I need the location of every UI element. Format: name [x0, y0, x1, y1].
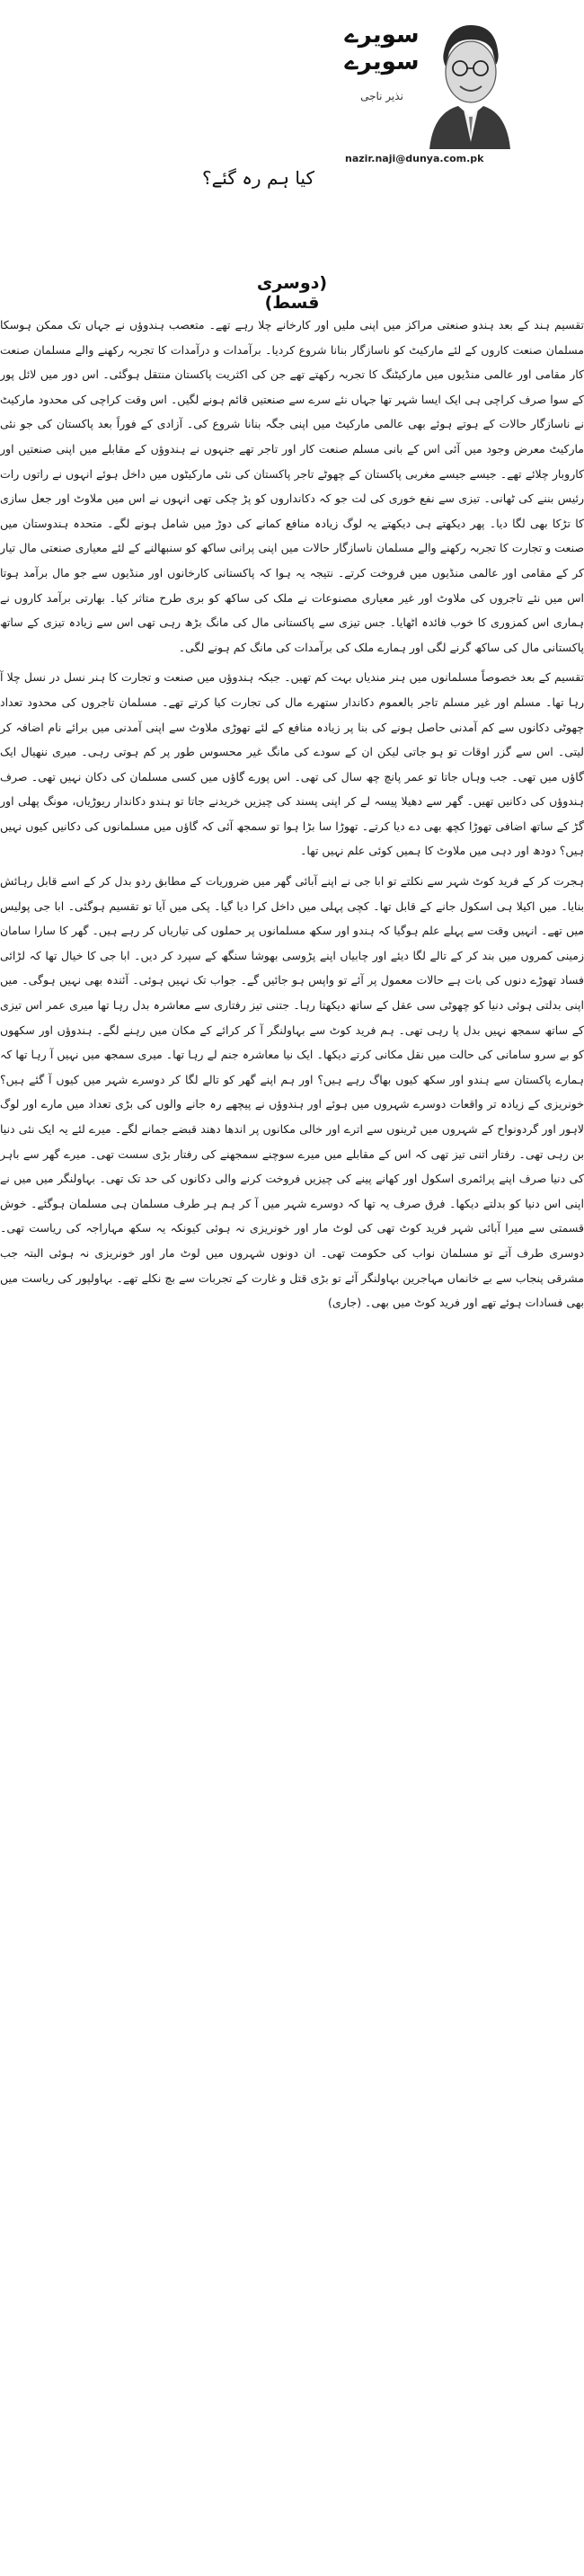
author-email: nazir.naji@dunya.com.pk [345, 153, 484, 164]
paragraph-1: تقسیم ہند کے بعد ہندو صنعتی مراکز میں اپنی ملیں اور کارخانے چلا رہے تھے۔ متعصب ہندوؤں نے جہاں تک ممکن ہوسکا مسلمان صنعت کاروں کے لئے مارکیٹ کو ناسازگار بنانا شروع کردیا۔ برآمدات و درآمدات کا تجربہ رکھنے والے مسلمان صنعت کار مقامی اور عالمی منڈیوں میں مارکیٹنگ کا تجربہ رکھتے تھے جن کی اکثریت پاکستان منتقل ہوگئی۔ اس دور میں لائل پور کے سوا صرف کراچی ہی ایک ایسا شہر تھا جہاں نئے سرے سے صنعتیں قائم ہونے لگیں۔ اس وقت کراچی کی محدود مارکیٹ نے ناسازگار حالات کے ہوتے ہوئے بھی عالمی مارکیٹ میں اپنی جگہ بنانا شروع کی۔ آزادی کے فوراً بعد پاکستان کی جو نئی مارکیٹ معرض وجود میں آئی اس کے بانی مسلم صنعت کار اور تاجر تھے جنہوں نے ہندوؤں کے مقابلے میں اپنی صنعتیں اور کاروبار چلائے تھے۔ جیسے جیسے مغربی پاکستان کے چھوٹے تاجر پاکستان کی نئی مارکیٹوں میں داخل ہوئے انہوں نے راتوں رات رئیس بننے کی ٹھانی۔ تیزی سے نفع خوری کی لت جو کہ دکانداروں کو پڑ چکی تھی انہوں نے اس میں ملاوٹ اور جعل سازی کا تڑکا بھی لگا دیا۔ پھر دیکھتے ہی دیکھتے یہ لوگ زیادہ منافع کمانے کی دوڑ میں شامل ہونے لگے۔ متحدہ ہندوستان میں صنعت و تجارت کا تجربہ رکھنے والے مسلمان ناسازگار حالات میں اپنی پرانی ساکھ کو سنبھالنے کے لئے معیاری صنعتی مال تیار کر کے مقامی اور عالمی منڈیوں میں فروخت کرتے۔ نتیجہ یہ ہوا کہ پاکستانی کارخانوں اور منڈیوں سے جو مال برآمد ہوتا اس میں نئے تاجروں کی ملاوٹ اور غیر معیاری مصنوعات نے ملک کی ساکھ کو بری طرح متاثر کیا۔ بھارتی برآمد کاروں نے ہماری اس کمزوری کا خوب فائدہ اٹھایا۔ جس تیزی سے پاکستانی مال کی مانگ بڑھ رہی تھی اس سے زیادہ تیزی کے ساتھ پاکستانی مال کی ساکھ گرنے لگی اور ہمارے ملک کی برآمدات کی مانگ کم ہونے لگی۔ [0, 318, 584, 654]
column-brand-logo [340, 22, 424, 75]
author-name: نذیر ناجی [360, 90, 403, 102]
author-portrait-icon [424, 16, 512, 149]
brand-line-1: سویرے [344, 22, 420, 49]
column-title: کیا ہم رہ گئے؟ [201, 167, 314, 189]
paragraph-3: ہجرت کر کے فرید کوٹ شہر سے نکلتے تو ابا جی نے اپنے آبائی گھر میں ضروریات کے مطابق ردو بدل کر کے اسے قابل رہائش بنایا۔ میں اکیلا ہی اسکول جانے کے قابل تھا۔ کچی پہلی میں داخل کرا دیا گیا۔ پکی میں آیا تو تقسیم ہوگئی۔ ابا جی پولیس میں تھے۔ انہیں وقت سے پہلے علم ہوگیا کہ ہندو اور سکھ مسلمانوں پر حملوں کی تیاریاں کر رہے ہیں۔ گھر کا سارا سامان زمینی کمروں میں بند کر کے تالے لگا دیئے اور چابیاں اپنے پڑوسی بھوشا سنگھ کے سپرد کر دیں۔ ابا جی کا خیال تھا کہ لڑائی فساد تھوڑے دنوں کی بات ہے حالات معمول پر آئے تو واپس ہو جائیں گے۔ جواب تک نہیں ہوئی۔ آئندہ بھی نہیں ہوگی۔ میں اپنی بدلتی ہوئی دنیا کو چھوٹی سی عقل کے ساتھ دیکھتا رہا۔ جتنی تیز رفتاری سے معاشرہ بدل رہا تھا میری عمر اس تیزی کے ساتھ سمجھ نہیں بدل پا رہی تھی۔ ہم فرید کوٹ سے بہاولنگر آ کر کرائے کے مکان میں رہنے لگے۔ ہندوؤں اور سکھوں کو بے سرو سامانی کی حالت میں نقل مکانی کرتے دیکھا۔ ایک نیا معاشرہ جنم لے رہا تھا۔ میری سمجھ میں نہیں آ رہا تھا کہ ہمارے پاکستان سے ہندو اور سکھ کیوں بھاگ رہے ہیں؟ اور ہم اپنے گھر کو تالے لگا کر دوسرے شہر میں کیوں آ گئے ہیں؟ خونریزی کے زیادہ تر واقعات دوسرے شہروں میں ہوئے اور ہندوؤں نے پیچھے رہ جانے والوں کی بڑی تعداد میں مارے اور لوگ لاہور اور گردونواح کے شہروں میں ٹرینوں سے اترے اور خالی مکانوں پر اندھا دھند قبضے جمانے لگے۔ میرے لئے یہ ایک نئی دنیا بن رہی تھی۔ رفتار اتنی تیز تھی کہ اس کے مقابلے میں میرے سوچنے سمجھنے کی رفتار بڑی سست تھی۔ میرے گھر سے باہر کی دنیا صرف اپنے پرائمری اسکول اور کھانے پینے کی چیزیں فروخت کرنے والی دکانوں کی حد تک تھی۔ بہاولنگر میں میں نے اپنی اس دنیا کو بدلتے دیکھا۔ فرق صرف یہ تھا کہ دوسرے شہر میں آ کر ہم ہر طرف مسلمان ہی مسلمان ہوگئے۔ خوش قسمتی سے میرا آبائی شہر فرید کوٹ تھی کی لوٹ مار اور خونریزی نہ ہوئی کیونکہ یہ سکھ مہاراجہ کی ریاست تھی۔ دوسری طرف آتے تو مسلمان نواب کی حکومت تھی۔ ان دونوں شہروں میں لوٹ مار اور خونریزی نہ ہوئی البتہ جب مشرقی پنجاب سے بے خانماں مہاجرین بہاولنگر آئے تو بڑی قتل و غارت کے تجربات سے بچ نکلے تھے۔ بہاولپور کی ریاست میں بھی فسادات ہوئے تھے اور فرید کوٹ میں بھی۔ (جاری) [0, 874, 584, 1310]
installment-label: (دوسری قسط) [256, 273, 328, 313]
article-body [0, 313, 584, 1321]
columnist-banner [334, 16, 512, 149]
brand-line-2: سویرے [344, 49, 420, 75]
column-header [0, 0, 584, 216]
paragraph-2: تقسیم کے بعد خصوصاً مسلمانوں میں ہنر مندیاں بہت کم تھیں۔ جبکہ ہندوؤں میں صنعت و تجارت کا ہنر نسل در نسل چلا آ رہا تھا۔ مسلم اور غیر مسلم تاجر بالعموم دکاندار ستھرے مال کی تجارت کیا کرتے تھے۔ مسلمان تاجروں کی محدود تعداد چھوٹی دکانوں سے کم آمدنی حاصل ہونے کی بنا پر زیادہ منافع کے لئے تھوڑی ملاوٹ سے اپنی آمدنی میں برائے نام اضافہ کر لیتی۔ اس سے گزر اوقات تو ہو جاتی لیکن ان کے سودے کی مانگ غیر محسوس طور پر کم ہوتی رہی۔ میری ننھیال ایک گاؤں میں تھی۔ جب وہاں جاتا تو عمر پانچ چھ سال کی تھی۔ اس پورے گاؤں میں کسی مسلمان کی دکان نہیں تھی۔ صرف ہندوؤں کی دکانیں تھیں۔ گھر سے دھیلا پیسہ لے کر اپنی پسند کی چیزیں خریدنے جاتا تو ہندو دکاندار ریوڑیاں، مونگ پھلی اور گڑ کے ساتھ اضافی تھوڑا کچھ بھی دے دیا کرتے۔ تھوڑا سا بڑا ہوا تو سمجھ آئی کہ گاؤں میں مسلمانوں کی دکانیں کیوں نہیں ہیں؟ دودھ اور دہی میں ملاوٹ کا ہمیں کوئی علم نہیں تھا۔ [0, 670, 584, 858]
